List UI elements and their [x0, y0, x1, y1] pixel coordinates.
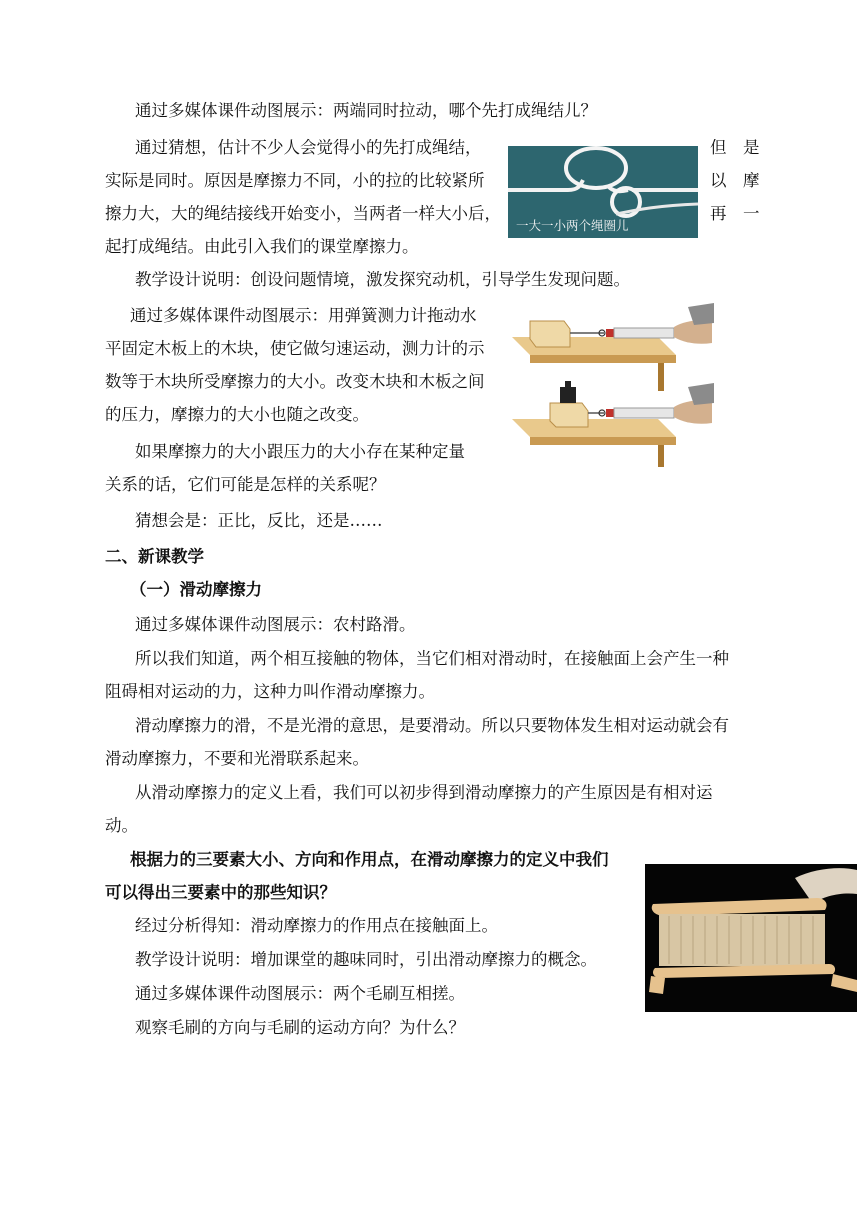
rope-knots-illustration	[508, 146, 698, 238]
brushes-image	[645, 864, 857, 1012]
para-slide-meaning-line2: 滑动摩擦力，不要和光滑联系起来。	[105, 749, 369, 768]
para-design-note-2: 教学设计说明：增加课堂的趣味同时，引出滑动摩擦力的概念。	[135, 950, 597, 969]
para-analysis: 经过分析得知：滑动摩擦力的作用点在接触面上。	[135, 916, 498, 935]
para-guess-line2: 实际是同时。原因是摩擦力不同，小的拉的比较紧所	[105, 171, 485, 190]
para-slide-meaning-line1: 滑动摩擦力的滑，不是光滑的意思，是要滑动。所以只要物体发生相对运动就会有	[135, 716, 729, 735]
para-guess-line4: 起打成绳结。由此引入我们的课堂摩擦力。	[105, 237, 419, 256]
para-animation-rope: 通过多媒体课件动图展示：两端同时拉动，哪个先打成绳结儿？	[135, 101, 597, 120]
para-observe: 观察毛刷的方向与毛刷的运动方向？为什么？	[135, 1018, 465, 1037]
para-guess-line1-right: 但 是	[710, 138, 760, 157]
para-cause-line2: 动。	[105, 816, 138, 835]
para-spring-line3: 数等于木块所受摩擦力的大小。改变木块和木板之间	[105, 372, 485, 391]
subheading-sliding-friction: （一）滑动摩擦力	[130, 580, 262, 599]
para-conjecture: 猜想会是：正比，反比，还是……	[135, 511, 383, 530]
question-line2: 可以得出三要素中的那些知识？	[105, 883, 336, 902]
para-definition-line1: 所以我们知道，两个相互接触的物体，当它们相对滑动时，在接触面上会产生一种	[135, 649, 729, 668]
para-guess-line3-right: 再 一	[710, 204, 760, 223]
section-heading-new-lesson: 二、新课教学	[105, 547, 204, 566]
para-design-note-1: 教学设计说明：创设问题情境，激发探究动机，引导学生发现问题。	[135, 270, 630, 289]
rope-knots-image	[508, 146, 698, 238]
spring-scale-illustration	[508, 303, 714, 467]
brushes-illustration	[645, 864, 857, 1012]
para-spring-line1: 通过多媒体课件动图展示：用弹簧测力计拖动水	[130, 306, 477, 325]
para-guess-line1: 通过猜想，估计不少人会觉得小的先打成绳结，	[135, 138, 482, 157]
para-spring-line4: 的压力，摩擦力的大小也随之改变。	[105, 405, 369, 424]
para-guess-line2-right: 以 摩	[710, 171, 760, 190]
para-spring-line2: 平固定木板上的木块，使它做匀速运动，测力计的示	[105, 339, 485, 358]
para-cause-line1: 从滑动摩擦力的定义上看，我们可以初步得到滑动摩擦力的产生原因是有相对运	[135, 783, 713, 802]
para-guess-line3: 擦力大，大的绳结接线开始变小，当两者一样大小后，	[105, 204, 501, 223]
image-caption: 一大一小两个绳圈儿	[516, 218, 629, 233]
para-relation-line2: 关系的话，它们可能是怎样的关系呢？	[105, 475, 386, 494]
question-line1: 根据力的三要素大小、方向和作用点，在滑动摩擦力的定义中我们	[130, 850, 609, 869]
spring-scale-experiment-image	[508, 303, 714, 467]
para-relation-line1: 如果摩擦力的大小跟压力的大小存在某种定量	[135, 442, 465, 461]
para-animation-road: 通过多媒体课件动图展示：农村路滑。	[135, 615, 416, 634]
para-definition-line2: 阻碍相对运动的力，这种力叫作滑动摩擦力。	[105, 682, 435, 701]
para-animation-brush: 通过多媒体课件动图展示：两个毛刷互相搓。	[135, 984, 465, 1003]
